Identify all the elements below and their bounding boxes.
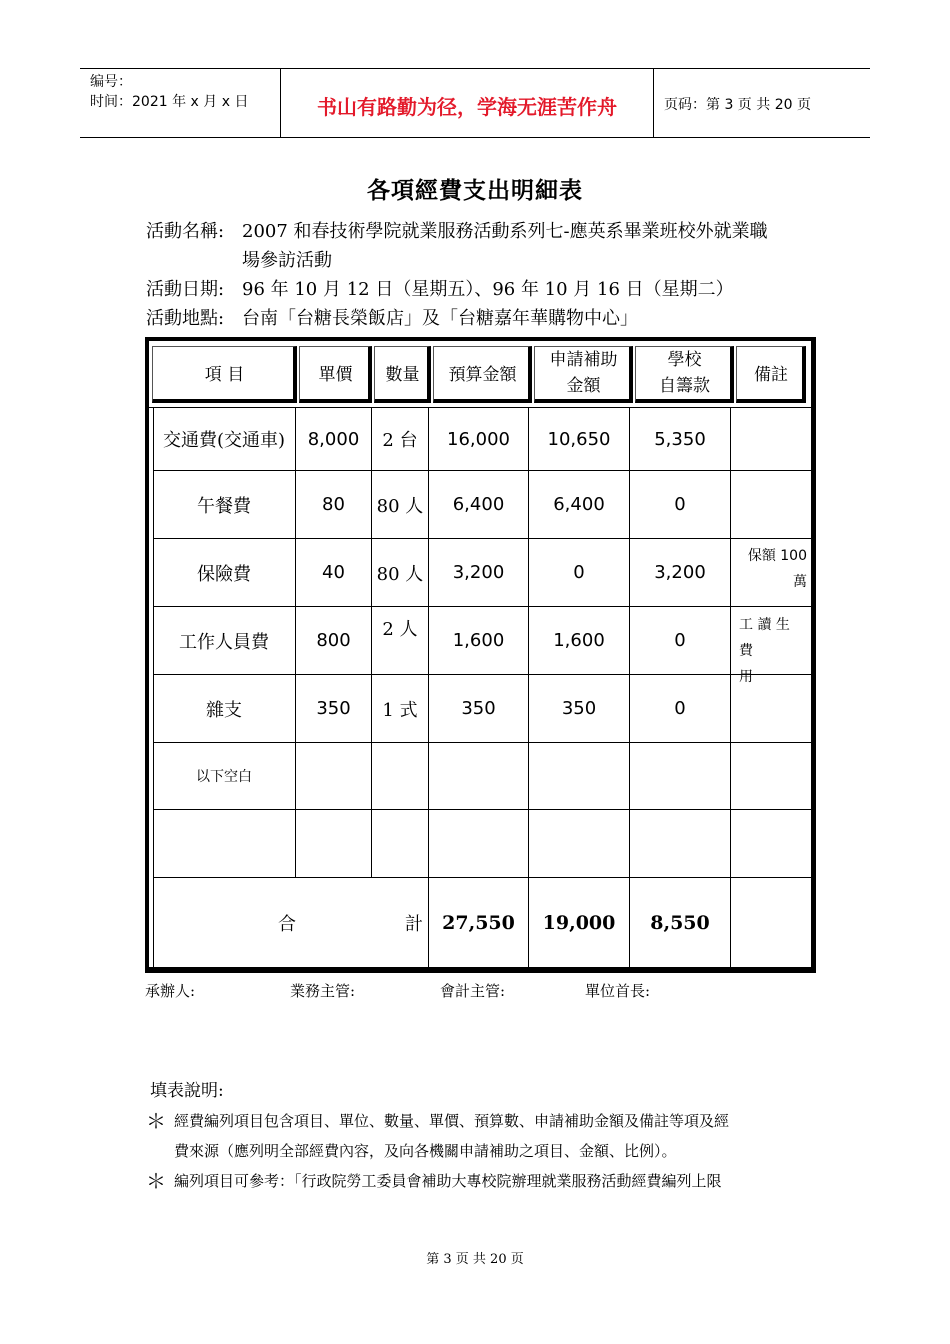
- activity-date-label: 活動日期:: [146, 279, 225, 300]
- header-quantity: 數量: [385, 364, 420, 385]
- activity-date: [146, 278, 734, 302]
- activity-place-value: 台南「台糖長榮飯店」及「台糖嘉年華購物中心」: [242, 308, 638, 329]
- motto: 书山有路勤为径，学海无涯苦作舟: [317, 95, 617, 119]
- row3-school: 3,200: [654, 562, 706, 583]
- page-number: 页码：第 3 页 共 20 页: [664, 97, 811, 113]
- row4-school: 0: [674, 630, 686, 651]
- row3-remark: [733, 543, 807, 595]
- row1-budget: 16,000: [447, 428, 510, 450]
- header-subsidy-line1: 申請補助: [549, 350, 618, 370]
- header-subsidy: [534, 343, 633, 403]
- row5-budget: 350: [461, 698, 496, 719]
- instructions-title: 填表說明:: [150, 1081, 224, 1101]
- header-subsidy-line2: 金額: [566, 376, 601, 396]
- instruction-item-2: [146, 1166, 810, 1196]
- activity-name-label: 活動名稱:: [146, 221, 225, 242]
- activity-place-label: 活動地點:: [146, 308, 225, 329]
- row1-school: 5,350: [654, 428, 706, 450]
- header-remark: 備註: [754, 364, 788, 385]
- header-budget: 預算金額: [448, 364, 517, 385]
- activity-place: [146, 307, 638, 331]
- instruction-item-1: [146, 1106, 810, 1166]
- total-budget: 27,550: [442, 911, 515, 934]
- row3-price: 40: [322, 562, 345, 583]
- signature-business: 業務主管:: [290, 982, 356, 1000]
- header-unit-price: 單價: [318, 364, 353, 385]
- page-title: 各項經費支出明細表: [367, 177, 583, 204]
- total-school: 8,550: [650, 911, 710, 934]
- page-header: [80, 68, 870, 138]
- row2-school: 0: [674, 494, 686, 515]
- grid-line: [153, 809, 811, 810]
- header-motto-cell: [281, 69, 654, 137]
- activity-name: [146, 220, 768, 244]
- signature-head: 單位首長:: [585, 982, 651, 1000]
- row1-item: 交通費(交通車): [162, 430, 286, 451]
- total-label-left: 合: [278, 913, 296, 935]
- document-date: 时间：2021 年 x 月 x 日: [90, 94, 249, 110]
- asterisk-icon: ＊: [146, 1109, 166, 1133]
- row2-subsidy: 6,400: [553, 494, 605, 515]
- instruction-item-1-text: [174, 1106, 814, 1166]
- row4-remark-line2: 用: [739, 669, 753, 685]
- header-item: 項 目: [204, 364, 245, 385]
- header-school: [635, 343, 734, 403]
- row2-item: 午餐費: [197, 495, 251, 517]
- activity-name-cont: 場參訪活動: [242, 250, 332, 271]
- row3-remark-line2: 萬: [793, 574, 807, 590]
- row3-subsidy: 0: [573, 562, 585, 583]
- row5-item: 雜支: [206, 699, 242, 721]
- asterisk-icon: ＊: [146, 1169, 166, 1193]
- page-footer: 第 3 页 共 20 页: [426, 1252, 524, 1267]
- activity-date-value: 96 年 10 月 12 日（星期五）、96 年 10 月 16 日（星期二）: [242, 279, 734, 300]
- row1-subsidy: 10,650: [547, 428, 611, 450]
- header-school-line1: 學校: [667, 350, 702, 370]
- instruction-1-line1: 經費編列項目包含項目、單位、數量、單價、預算數、申請補助金額及備註等項及經: [174, 1112, 730, 1130]
- header-page-cell: [654, 69, 870, 137]
- document-number: 编号：: [90, 74, 132, 90]
- row3-item: 保險費: [197, 563, 251, 585]
- instruction-1-line2: 費來源（應列明全部經費內容，及向各機關申請補助之項目、金額、比例）。: [174, 1142, 677, 1160]
- row5-price: 350: [316, 698, 351, 719]
- row3-qty: 80 人: [376, 563, 424, 585]
- row4-item: 工作人員費: [179, 631, 269, 653]
- row3-budget: 3,200: [452, 562, 505, 583]
- header-school-line2: 自籌款: [659, 376, 710, 396]
- row4-subsidy: 1,600: [553, 630, 605, 651]
- row2-qty: 80 人: [376, 495, 424, 517]
- row4-qty: 2 人: [382, 619, 418, 640]
- row5-school: 0: [674, 698, 686, 719]
- header-meta-cell: [80, 69, 281, 137]
- instruction-item-2-text: 編列項目可參考：「行政院勞工委員會補助大專校院辦理就業服務活動經費編列上限: [174, 1172, 722, 1190]
- row4-remark: [739, 612, 807, 690]
- row5-subsidy: 350: [561, 698, 597, 719]
- total-subsidy: 19,000: [542, 911, 616, 934]
- row1-price: 8,000: [307, 428, 360, 450]
- signature-accounting: 會計主管:: [440, 982, 506, 1000]
- row6-item: 以下空白: [196, 769, 252, 785]
- row3-remark-line1: 保額 100: [747, 548, 807, 564]
- signature-organizer: 承辦人:: [145, 982, 196, 1000]
- row5-qty: 1 式: [382, 699, 418, 721]
- row2-price: 80: [322, 494, 345, 515]
- row2-budget: 6,400: [452, 494, 505, 515]
- row4-remark-line1: 工 讀 生 費: [739, 617, 790, 659]
- expense-table: [145, 337, 816, 973]
- grid-line: [730, 407, 731, 967]
- row4-budget: 1,600: [452, 630, 505, 651]
- row1-qty: 2 台: [382, 430, 418, 451]
- total-label-right: 計: [405, 913, 423, 935]
- row4-price: 800: [316, 630, 351, 651]
- activity-name-value: 2007 和春技術學院就業服務活動系列七-應英系畢業班校外就業職: [242, 221, 768, 242]
